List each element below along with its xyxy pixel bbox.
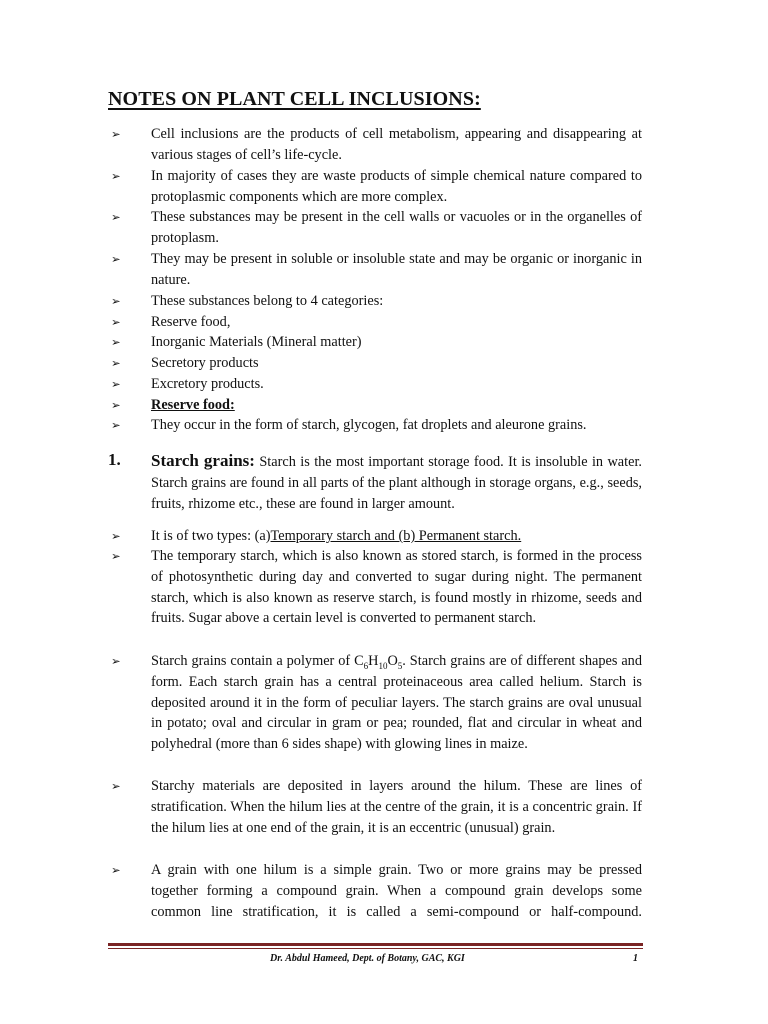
bullet-text: They may be present in soluble or insoluble state and may be organic or inorganic in nature. bbox=[151, 251, 642, 288]
formula-o: O bbox=[387, 653, 398, 669]
formula-sub-h: 10 bbox=[378, 660, 388, 671]
polymer-prefix: Starch grains contain a polymer of C bbox=[151, 653, 364, 669]
formula-h: H bbox=[368, 653, 379, 669]
bullet-item bbox=[108, 651, 642, 755]
bullet-item bbox=[108, 546, 642, 629]
bullet-arrow-icon: ➢ bbox=[111, 398, 121, 412]
bullet-arrow-icon: ➢ bbox=[111, 654, 121, 668]
bullet-text: Cell inclusions are the products of cell metabolism, appearing and disappearing at various stages of cell’s life-cycle. bbox=[151, 126, 642, 163]
bullet-text: The temporary starch, which is also known as stored starch, is formed in the process of photosynthetic during day and converted to sugar during night. The permanent starch, which is also known as reserve starch, is found mostly in rhizome, seeds and fruits. Sugar above a certain level is converted to permanent starch. bbox=[151, 548, 642, 627]
bullet-text: These substances may be present in the cell walls or vacuoles or in the organelles of protoplasm. bbox=[151, 209, 642, 246]
section-heading: Starch grains: bbox=[151, 451, 255, 470]
bullet-item bbox=[108, 312, 642, 333]
bullet-arrow-icon: ➢ bbox=[111, 863, 121, 877]
bullet-item bbox=[108, 395, 642, 416]
bullet-item bbox=[108, 249, 642, 291]
section-text: Starch is the most important storage food. It is insoluble in water. Starch grains are found in all parts of the plant although in storage organs, e.g., seeds, fruits, rhizome etc., these are found in larger amount. bbox=[151, 454, 643, 512]
bullet-item bbox=[108, 526, 642, 547]
bullet-text: They occur in the form of starch, glycogen, fat droplets and aleurone grains. bbox=[151, 417, 587, 433]
types-underlined: Temporary starch and (b) Permanent starch. bbox=[270, 528, 522, 544]
bullet-item bbox=[108, 124, 642, 166]
bullet-text: Reserve food, bbox=[151, 314, 231, 330]
bullet-item bbox=[108, 776, 642, 838]
bullet-arrow-icon: ➢ bbox=[111, 294, 121, 308]
page-number: 1 bbox=[633, 953, 638, 964]
bullet-item bbox=[108, 415, 642, 436]
bullet-item bbox=[108, 332, 642, 353]
section-paragraph bbox=[151, 450, 642, 515]
section-starch-grains bbox=[108, 450, 642, 515]
section-number: 1. bbox=[108, 450, 121, 469]
bullet-arrow-icon: ➢ bbox=[111, 315, 121, 329]
bullet-text: Inorganic Materials (Mineral matter) bbox=[151, 334, 362, 350]
bullet-arrow-icon: ➢ bbox=[111, 169, 121, 183]
footer-rule-thin bbox=[108, 948, 643, 949]
bullet-text: Starchy materials are deposited in layers around the hilum. These are lines of stratification. When the hilum lies at the centre of the grain, it is a concentric grain. If the hilum lies at one end of the grain, it is an eccentric (unusual) grain. bbox=[151, 778, 642, 836]
bullet-arrow-icon: ➢ bbox=[111, 377, 121, 391]
bullet-text: In majority of cases they are waste products of simple chemical nature compared to protoplasmic components which are more complex. bbox=[151, 168, 642, 205]
bullet-arrow-icon: ➢ bbox=[111, 210, 121, 224]
reserve-food-heading: Reserve food: bbox=[151, 397, 235, 413]
bullet-item bbox=[108, 860, 642, 922]
bullet-arrow-icon: ➢ bbox=[111, 418, 121, 432]
formula-sub-o: 5 bbox=[397, 660, 403, 671]
bullet-arrow-icon: ➢ bbox=[111, 127, 121, 141]
formula-sub-c: 6 bbox=[363, 660, 369, 671]
bullet-text bbox=[151, 651, 642, 755]
bullet-item bbox=[108, 374, 642, 395]
polymer-rest: . Starch grains are of different shapes and form. Each starch grain has a central proteinaceous area called helium. Starch is deposited around it in the form of peculiar layers. The starch grains are oval unusual in potato; oval and circular in gram or pea; rounded, flat and circular in wheat and polyhedral (more than 6 sides shape) with glowing lines in maize. bbox=[151, 653, 642, 753]
bullet-item bbox=[108, 353, 642, 374]
bullet-arrow-icon: ➢ bbox=[111, 356, 121, 370]
bullet-item bbox=[108, 291, 642, 312]
bullet-arrow-icon: ➢ bbox=[111, 779, 121, 793]
bullet-text: Secretory products bbox=[151, 355, 259, 371]
bullet-arrow-icon: ➢ bbox=[111, 549, 121, 563]
bullet-text bbox=[151, 526, 642, 547]
footer-text: Dr. Abdul Hameed, Dept. of Botany, GAC, KGI bbox=[270, 953, 465, 964]
page-title: NOTES ON PLANT CELL INCLUSIONS: bbox=[108, 88, 481, 110]
bullet-arrow-icon: ➢ bbox=[111, 529, 121, 543]
bullet-text: A grain with one hilum is a simple grain. Two or more grains may be pressed together forming a compound grain. When a compound grain develops some common line stratification, it is called a semi-compound or half-compound. bbox=[151, 862, 642, 920]
types-prefix: It is of two types: (a) bbox=[151, 528, 271, 544]
footer-rule-thick bbox=[108, 943, 643, 946]
bullet-item bbox=[108, 166, 642, 208]
bullet-arrow-icon: ➢ bbox=[111, 335, 121, 349]
bullet-text: Excretory products. bbox=[151, 376, 264, 392]
bullet-arrow-icon: ➢ bbox=[111, 252, 121, 266]
bullet-text: These substances belong to 4 categories: bbox=[151, 293, 384, 309]
bullet-item bbox=[108, 207, 642, 249]
